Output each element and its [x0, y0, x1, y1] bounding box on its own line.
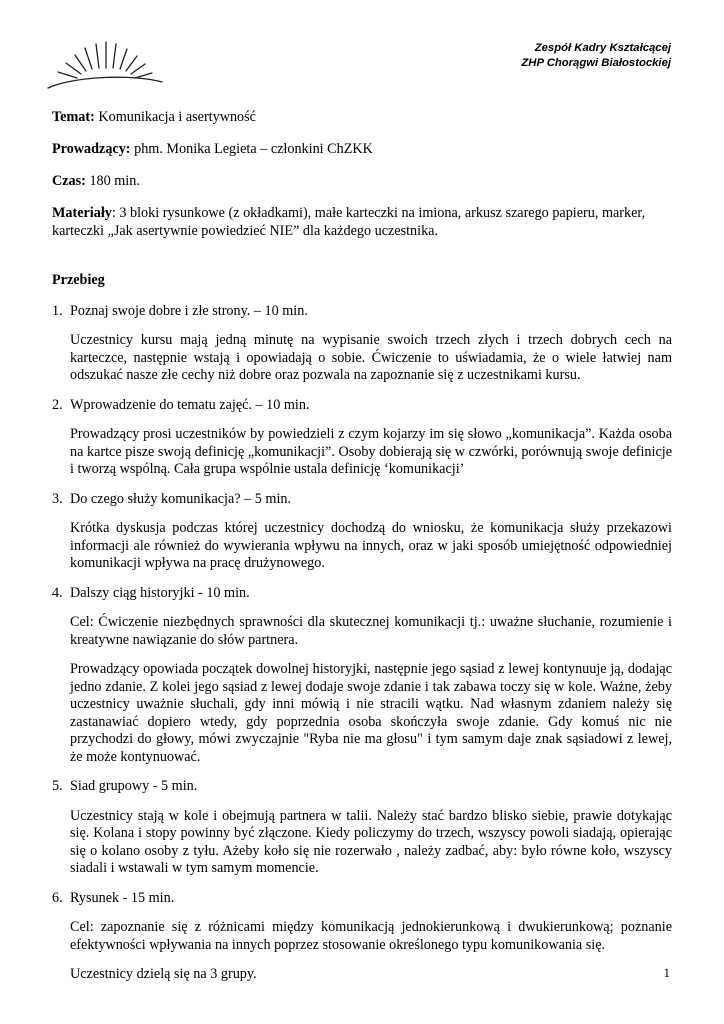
step-number: 2.: [52, 396, 63, 413]
step-title-text: Poznaj swoje dobre i złe strony. – 10 min.: [70, 302, 308, 319]
document-body: [52, 109, 672, 996]
step-title-text: Do czego służy komunikacja? – 5 min.: [70, 490, 292, 507]
step-paragraph: Uczestnicy dzielą się na 3 grupy.: [70, 966, 257, 982]
step-title: [52, 491, 672, 509]
step-title: [52, 303, 672, 321]
organization-header: [521, 41, 671, 70]
step-title: [52, 397, 672, 415]
materials-label: Materiały: [52, 205, 112, 221]
page-number: 1: [663, 965, 670, 980]
step-title: [52, 585, 672, 603]
materials-line: [52, 205, 672, 240]
step-item: [52, 585, 672, 767]
topic-value: Komunikacja i asertywność: [94, 109, 256, 125]
step-paragraph: Cel: zapoznanie się z różnicami między komunikacją jednokierunkową i dwukierunkową; poznanie efektywności wpływania na innych poprzez stosowanie określonego typu komunikowania się.: [70, 919, 672, 953]
step-title: [52, 890, 672, 908]
course-heading: Przebieg: [52, 272, 105, 288]
step-paragraph: Krótka dyskusja podczas której uczestnicy dochodzą do wniosku, że komunikacja służy przekazowi informacji ale również do wywierania wpływu na innych, oraz w jaki sposób umiejętność odpowiedniej komunikacji wpływa na pracę drużynowego.: [70, 520, 672, 571]
step-paragraph: Uczestnicy kursu mają jedną minutę na wypisanie swoich trzech złych i trzech dobrych cech na karteczce, następnie wstają i opowiadają o sobie. Ćwiczenie to uświadamia, że o wiele łatwiej nam odszukać nasze złe cechy niż dobre oraz pozwala na zapoznanie się z uczestnikami kursu.: [70, 332, 672, 383]
leader-label: Prowadzący:: [52, 141, 131, 157]
time-line: [52, 173, 672, 191]
materials-value: : 3 bloki rysunkowe (z okładkami), małe karteczki na imiona, arkusz szarego papieru, marker, karteczki „Jak asertywnie powiedzieć NIE” dla każdego uczestnika.: [52, 205, 646, 239]
org-name-line1: Zespół Kadry Kształcącej: [534, 42, 671, 54]
step-number: 6.: [52, 889, 63, 906]
leader-line: [52, 141, 672, 159]
step-title-text: Rysunek - 15 min.: [70, 889, 175, 906]
step-item: [52, 397, 672, 479]
step-item: [52, 303, 672, 385]
time-value: 180 min.: [85, 173, 140, 189]
topic-line: [52, 109, 672, 127]
step-paragraph: Uczestnicy stają w kole i obejmują partnera w talii. Należy stać bardzo blisko siebie, prawie dotykając się. Kolana i stopy powinny być złączone. Kiedy policzymy do trzech, wszyscy powoli siadają, opierając się o kolano osoby z tyłu. Ażeby koło się nie rozerwało , należy zadbać, aby: było równe koło, wszyscy siadali i wstawali w tym samym momencie.: [70, 807, 672, 876]
step-number: 5.: [52, 778, 63, 794]
step-number: 3.: [52, 490, 63, 507]
sunrise-logo-icon: [44, 38, 164, 92]
step-title-text: Wprowadzenie do tematu zajęć. – 10 min.: [70, 396, 310, 413]
step-paragraph: Cel: Ćwiczenie niezbędnych sprawności dla skutecznej komunikacji tj.: uważne słuchanie, rozumienie i kreatywne nawiązanie do słów partnera.: [70, 614, 672, 648]
step-item: [52, 778, 672, 878]
topic-label: Temat:: [52, 109, 95, 125]
steps-list: [52, 303, 672, 984]
step-item: [52, 491, 672, 573]
time-label: Czas:: [52, 173, 86, 189]
step-number: 1.: [52, 302, 63, 319]
step-title-text: Siad grupowy - 5 min.: [70, 778, 198, 794]
step-item: [52, 890, 672, 984]
step-paragraph: Prowadzący prosi uczestników by powiedzieli z czym kojarzy im się słowo „komunikacja”. Każda osoba na kartce pisze swoją definicję „komunikacji”. Osoby dobierają się w czwórki, porównują swoje definicje i tworzą wspólną. Cała grupa wspólnie ustala definicję ‘komunikacji’: [70, 426, 672, 477]
step-paragraph: Prowadzący opowiada początek dowolnej historyjki, następnie jego sąsiad z lewej kontynuuje ją, dodając jedno zdanie. Z kolei jego sąsiad z lewej dodaje swoje zdanie i tak zabawa toczy się w kole. Ważne, żeby uczestnicy uważnie słuchali, gdy inni mówią i nie stracili wątku. Nad własnym zdaniem należy się zastanawiać dopiero wtedy, gdy poprzednia osoba skończyła swoje zdanie. Gdy komuś nic nie przychodzi do głowy, mówi zwyczajnie "Ryba nie ma głosu" i tym samym daje znak sąsiadowi z lewej, że może kontynuować.: [70, 661, 672, 765]
step-number: 4.: [52, 584, 63, 601]
leader-value: phm. Monika Legieta – członkini ChZKK: [130, 141, 373, 157]
org-name-line2: ZHP Chorągwi Białostockiej: [521, 56, 671, 69]
step-title-text: Dalszy ciąg historyjki - 10 min.: [70, 584, 250, 601]
step-title: [52, 778, 672, 796]
